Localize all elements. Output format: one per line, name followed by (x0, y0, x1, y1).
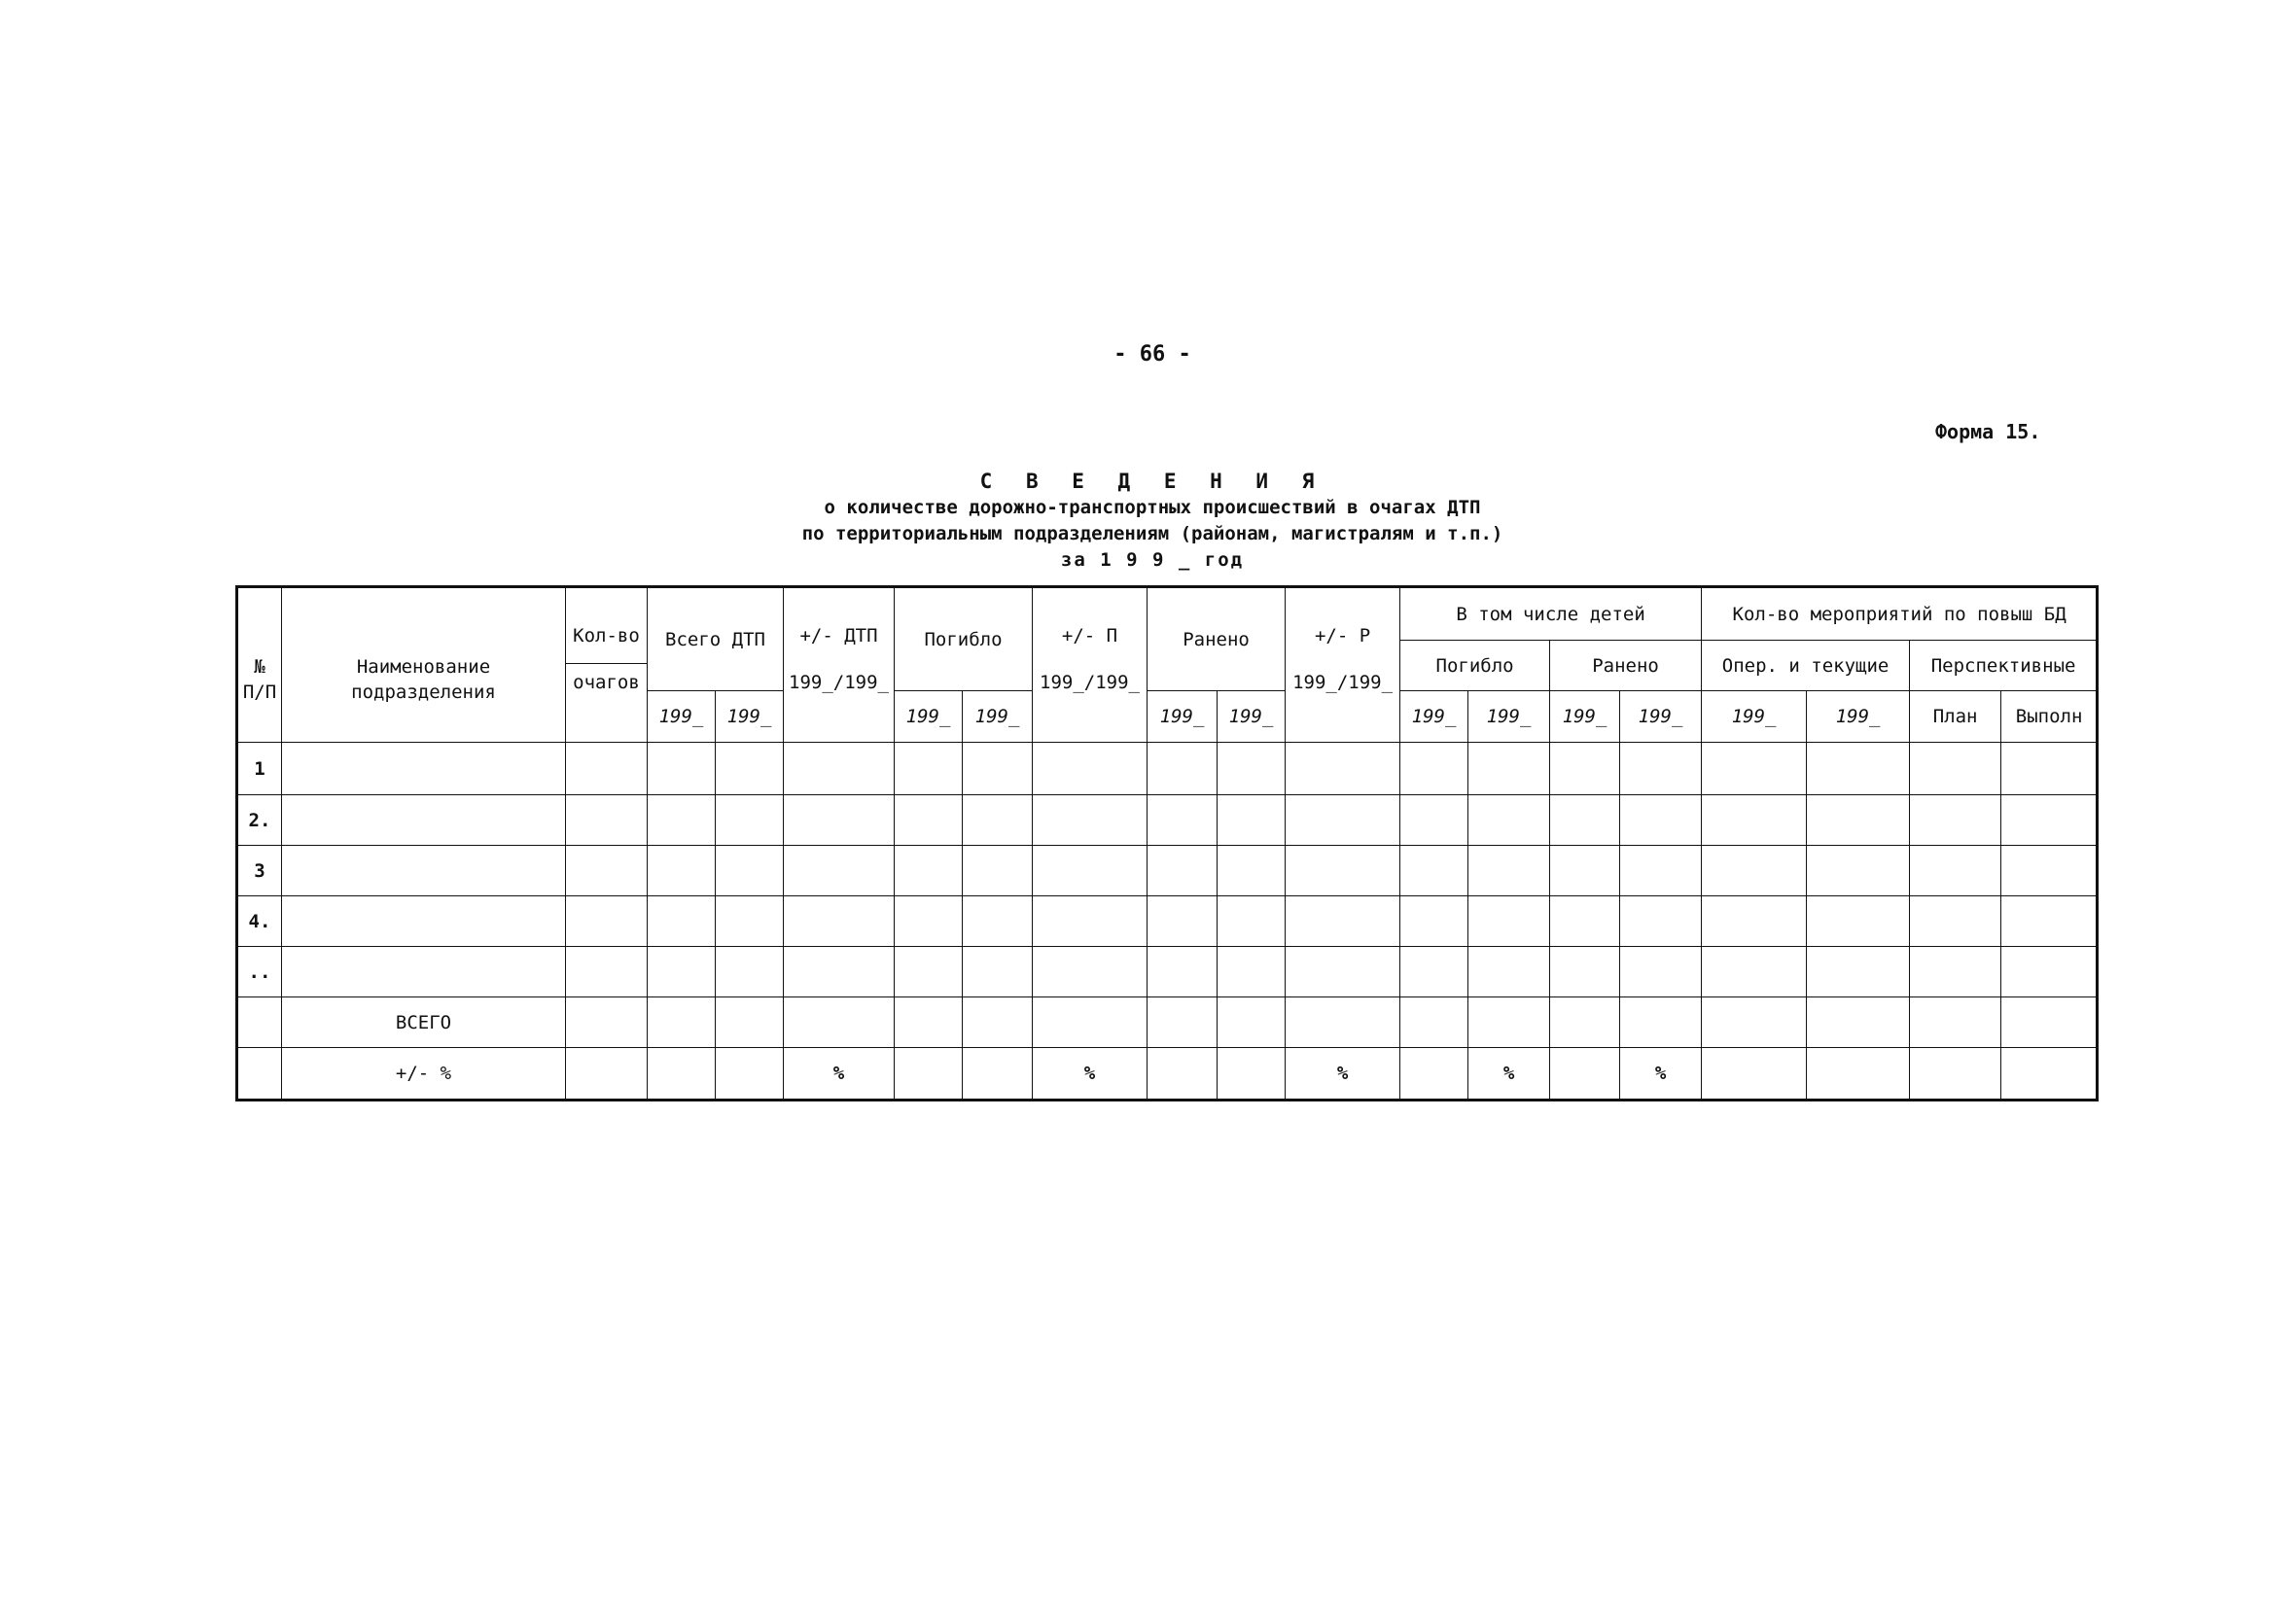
data-cell (784, 743, 895, 795)
header-done: Выполн (2001, 691, 2098, 743)
data-cell (1286, 743, 1400, 795)
header-year: 199_ (895, 691, 963, 743)
form-label: Форма 15. (1935, 420, 2041, 443)
page-number: - 66 - (1113, 342, 1191, 367)
data-cell (1218, 896, 1286, 947)
data-cell (1468, 947, 1550, 997)
header-measures-persp: Перспективные (1910, 641, 2098, 691)
data-cell (1468, 846, 1550, 896)
data-cell (648, 1048, 716, 1101)
data-cell (648, 743, 716, 795)
data-cell (566, 795, 648, 846)
header-foci (566, 587, 648, 743)
data-cell (1400, 896, 1468, 947)
table-body (237, 743, 2098, 1101)
row-name: ВСЕГО (282, 997, 566, 1048)
data-cell (566, 743, 648, 795)
title-line-3: по территориальным подразделениям (районам, магистралям и т.п.) (801, 523, 1503, 544)
data-cell (1910, 997, 2001, 1048)
row-number: 1 (237, 743, 282, 795)
data-cell (716, 795, 784, 846)
data-cell (1550, 896, 1620, 947)
data-cell (784, 947, 895, 997)
percent-row-label: +/- % (282, 1048, 566, 1101)
data-cell (1807, 795, 1910, 846)
data-cell (784, 997, 895, 1048)
data-cell (1910, 1048, 2001, 1101)
data-cell (1400, 743, 1468, 795)
header-year: 199_ (1702, 691, 1807, 743)
data-cell (1286, 795, 1400, 846)
data-cell (1286, 947, 1400, 997)
data-cell (1550, 947, 1620, 997)
data-cell (2001, 795, 2098, 846)
data-cell (1218, 947, 1286, 997)
header-delta-dtp (784, 587, 895, 743)
data-cell (1148, 743, 1218, 795)
data-cell (1148, 997, 1218, 1048)
header-children: В том числе детей (1400, 587, 1702, 641)
data-cell (895, 795, 963, 846)
data-cell (1148, 896, 1218, 947)
data-cell (1033, 896, 1148, 947)
data-cell (648, 846, 716, 896)
data-cell (1033, 795, 1148, 846)
header-plan: План (1910, 691, 2001, 743)
data-cell (1468, 743, 1550, 795)
data-cell (1468, 896, 1550, 947)
data-cell (1468, 997, 1550, 1048)
header-name: Наименование подразделения (282, 587, 566, 743)
row-number: .. (237, 947, 282, 997)
data-cell (1286, 997, 1400, 1048)
data-cell (1620, 743, 1702, 795)
data-cell (2001, 743, 2098, 795)
data-cell (963, 795, 1033, 846)
data-cell (1033, 846, 1148, 896)
data-cell (963, 896, 1033, 947)
row-number (237, 997, 282, 1048)
row-name (282, 947, 566, 997)
data-cell (1148, 1048, 1218, 1101)
percent-sign: % (1468, 1048, 1550, 1101)
header-delta-killed (1033, 587, 1148, 743)
data-cell (1702, 846, 1807, 896)
data-cell (1807, 896, 1910, 947)
data-cell (1286, 896, 1400, 947)
data-cell (895, 947, 963, 997)
data-cell (566, 997, 648, 1048)
data-cell (2001, 997, 2098, 1048)
data-cell (895, 997, 963, 1048)
title-main: С В Е Д Е Н И Я (979, 470, 1325, 493)
header-foci-bottom: очагов (566, 663, 647, 742)
data-cell (2001, 947, 2098, 997)
header-year: 199_ (1218, 691, 1286, 743)
data-cell (566, 896, 648, 947)
header-measures-oper: Опер. и текущие (1702, 641, 1910, 691)
header-children-injured: Ранено (1550, 641, 1702, 691)
data-cell (1033, 743, 1148, 795)
table-row (237, 896, 2098, 947)
data-cell (1807, 1048, 1910, 1101)
header-year: 199_ (1550, 691, 1620, 743)
data-cell (716, 947, 784, 997)
header-killed: Погибло (895, 587, 1033, 691)
data-cell (2001, 896, 2098, 947)
data-cell (1620, 896, 1702, 947)
data-cell (1702, 795, 1807, 846)
data-cell (895, 846, 963, 896)
data-cell (1702, 896, 1807, 947)
table-row (237, 743, 2098, 795)
data-cell (648, 947, 716, 997)
data-cell (1702, 947, 1807, 997)
header-measures: Кол-во мероприятий по повыш БД (1702, 587, 2098, 641)
data-cell (1148, 947, 1218, 997)
row-number: 2. (237, 795, 282, 846)
data-cell (716, 1048, 784, 1101)
data-cell (1702, 743, 1807, 795)
data-cell (963, 997, 1033, 1048)
data-cell (1286, 846, 1400, 896)
header-delta-dtp-years: 199_/199_ (789, 672, 889, 693)
row-number: 4. (237, 896, 282, 947)
data-cell (1468, 795, 1550, 846)
header-year: 199_ (1807, 691, 1910, 743)
data-cell (1148, 846, 1218, 896)
row-number: 3 (237, 846, 282, 896)
row-name (282, 795, 566, 846)
header-year: 199_ (1468, 691, 1550, 743)
data-cell (1807, 846, 1910, 896)
data-cell (1550, 1048, 1620, 1101)
table-row (237, 795, 2098, 846)
data-cell (963, 743, 1033, 795)
percent-sign: % (784, 1048, 895, 1101)
data-cell (1218, 743, 1286, 795)
data-cell (1400, 846, 1468, 896)
data-cell (784, 795, 895, 846)
data-cell (895, 1048, 963, 1101)
report-table (235, 585, 2099, 1101)
row-name (282, 743, 566, 795)
data-cell (566, 947, 648, 997)
row-name (282, 846, 566, 896)
data-cell (1400, 997, 1468, 1048)
data-cell (1702, 1048, 1807, 1101)
data-cell (566, 1048, 648, 1101)
data-cell (1910, 947, 2001, 997)
data-cell (1400, 1048, 1468, 1101)
header-children-killed: Погибло (1400, 641, 1550, 691)
data-cell (1550, 846, 1620, 896)
data-cell (784, 896, 895, 947)
data-cell (1807, 997, 1910, 1048)
table-row (237, 846, 2098, 896)
title-line-2: о количестве дорожно-транспортных происшествий в очагах ДТП (824, 497, 1481, 518)
data-cell (1400, 947, 1468, 997)
row-name (282, 896, 566, 947)
data-cell (716, 997, 784, 1048)
percent-sign: % (1620, 1048, 1702, 1101)
data-cell (1033, 997, 1148, 1048)
header-delta-killed-years: 199_/199_ (1040, 672, 1140, 693)
data-cell (784, 846, 895, 896)
data-cell (1400, 795, 1468, 846)
header-foci-top: Кол-во (573, 625, 640, 647)
header-year: 199_ (963, 691, 1033, 743)
data-cell (963, 846, 1033, 896)
data-cell (648, 896, 716, 947)
data-cell (1550, 795, 1620, 846)
percent-sign: % (1286, 1048, 1400, 1101)
title-line-4: за 1 9 9 _ год (1060, 549, 1245, 571)
data-cell (1620, 997, 1702, 1048)
percent-row (237, 1048, 2098, 1101)
data-cell (566, 846, 648, 896)
header-num: № П/П (237, 587, 282, 743)
data-cell (895, 743, 963, 795)
header-year: 199_ (1620, 691, 1702, 743)
data-cell (648, 795, 716, 846)
document-title (681, 469, 1624, 574)
data-cell (1218, 1048, 1286, 1101)
percent-sign: % (1033, 1048, 1148, 1101)
data-cell (237, 1048, 282, 1101)
data-cell (1910, 846, 2001, 896)
data-cell (1033, 947, 1148, 997)
header-delta-dtp-label: +/- ДТП (799, 625, 878, 647)
header-year: 199_ (1400, 691, 1468, 743)
data-cell (1218, 795, 1286, 846)
header-injured: Ранено (1148, 587, 1286, 691)
table-row (237, 947, 2098, 997)
data-cell (1910, 743, 2001, 795)
data-cell (2001, 846, 2098, 896)
data-cell (1550, 743, 1620, 795)
data-cell (1218, 846, 1286, 896)
header-delta-injured (1286, 587, 1400, 743)
data-cell (2001, 1048, 2098, 1101)
header-year: 199_ (1148, 691, 1218, 743)
header-year: 199_ (716, 691, 784, 743)
table-row (237, 997, 2098, 1048)
data-cell (895, 896, 963, 947)
data-cell (1702, 997, 1807, 1048)
data-cell (1910, 795, 2001, 846)
header-delta-injured-years: 199_/199_ (1292, 672, 1394, 693)
data-cell (1620, 846, 1702, 896)
header-year: 199_ (648, 691, 716, 743)
data-cell (1620, 947, 1702, 997)
data-cell (1620, 795, 1702, 846)
data-cell (716, 743, 784, 795)
header-total-dtp: Всего ДТП (648, 587, 784, 691)
data-cell (1550, 997, 1620, 1048)
data-cell (716, 896, 784, 947)
data-cell (1218, 997, 1286, 1048)
data-cell (1910, 896, 2001, 947)
data-cell (648, 997, 716, 1048)
data-cell (716, 846, 784, 896)
data-cell (963, 1048, 1033, 1101)
header-delta-injured-label: +/- Р (1314, 625, 1371, 647)
header-delta-killed-label: +/- П (1061, 625, 1118, 647)
data-cell (1148, 795, 1218, 846)
data-cell (1807, 743, 1910, 795)
data-cell (1807, 947, 1910, 997)
data-cell (963, 947, 1033, 997)
